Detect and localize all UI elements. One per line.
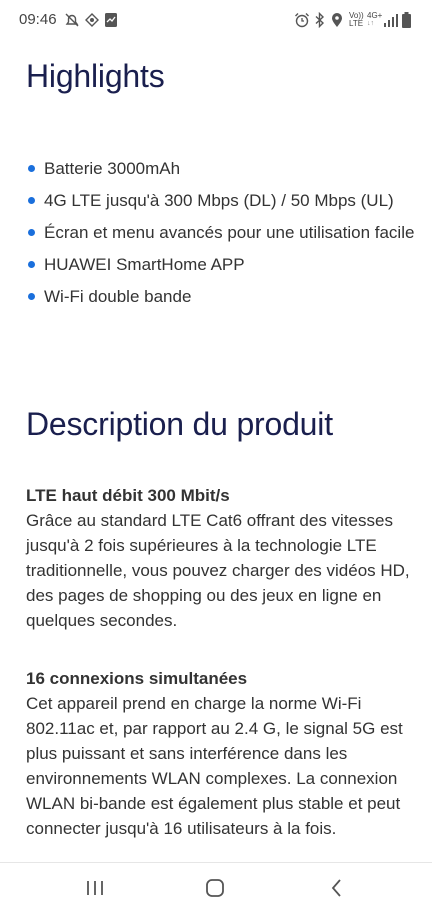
status-time: 09:46	[19, 11, 57, 28]
network-type-label: 4G+	[367, 11, 383, 20]
highlight-item	[26, 284, 416, 309]
highlights-list	[26, 156, 416, 316]
volte-label: Vo))	[349, 11, 364, 20]
description-title: Description du produit	[26, 406, 333, 442]
bullet-dot-icon	[28, 165, 35, 172]
highlight-item	[26, 188, 416, 213]
recent-apps-icon[interactable]	[84, 875, 106, 901]
highlight-item-text: 4G LTE jusqu'à 300 Mbps (DL) / 50 Mbps (UL)	[44, 191, 394, 210]
location-target-icon	[84, 12, 100, 28]
alarm-icon	[294, 12, 310, 28]
section-title: 16 connexions simultanées	[26, 669, 248, 688]
description-section	[26, 666, 416, 841]
notification-off-icon	[64, 12, 80, 28]
back-icon[interactable]	[326, 875, 348, 901]
highlights-title: Highlights	[26, 58, 165, 94]
battery-icon	[402, 12, 411, 28]
section-body: Grâce au standard LTE Cat6 offrant des vitesses jusqu'à 2 fois supérieures à la technologie LTE traditionnelle, vous pouvez charger des vidéos HD, des pages de shopping ou des jeux en ligne en quelques secondes.	[26, 511, 410, 630]
status-bar	[0, 0, 432, 40]
highlight-item	[26, 220, 416, 245]
bluetooth-icon	[314, 12, 326, 28]
bullet-dot-icon	[28, 261, 35, 268]
bullet-dot-icon	[28, 293, 35, 300]
bullet-dot-icon	[28, 197, 35, 204]
highlight-item	[26, 252, 416, 277]
signal-icon	[384, 12, 398, 28]
highlight-item-text: HUAWEI SmartHome APP	[44, 255, 245, 274]
location-icon	[331, 12, 343, 28]
highlight-item	[26, 156, 416, 181]
home-icon[interactable]	[204, 875, 226, 901]
highlight-item-text: Batterie 3000mAh	[44, 159, 181, 178]
product-page-content[interactable]	[0, 40, 432, 862]
bullet-dot-icon	[28, 229, 35, 236]
navigation-bar	[0, 862, 432, 912]
highlight-item-text: Écran et menu avancés pour une utilisation facile	[44, 223, 415, 242]
network-type-indicator: 4G+ ↓↑	[367, 11, 383, 27]
description-section	[26, 483, 416, 633]
highlight-item-text: Wi-Fi double bande	[44, 287, 192, 306]
volte-indicator	[349, 12, 364, 28]
lte-label: LTE	[349, 19, 364, 28]
section-title: LTE haut débit 300 Mbit/s	[26, 486, 230, 505]
section-body: Cet appareil prend en charge la norme Wi-Fi 802.11ac et, par rapport au 2.4 G, le signal 5G est plus puissant et sans interférence dans les environnements WLAN complexes. La connexion WLAN bi-bande est également plus stable et peut connecter jusqu'à 16 utilisateurs à la fois.	[26, 694, 403, 838]
gallery-icon	[104, 12, 118, 28]
